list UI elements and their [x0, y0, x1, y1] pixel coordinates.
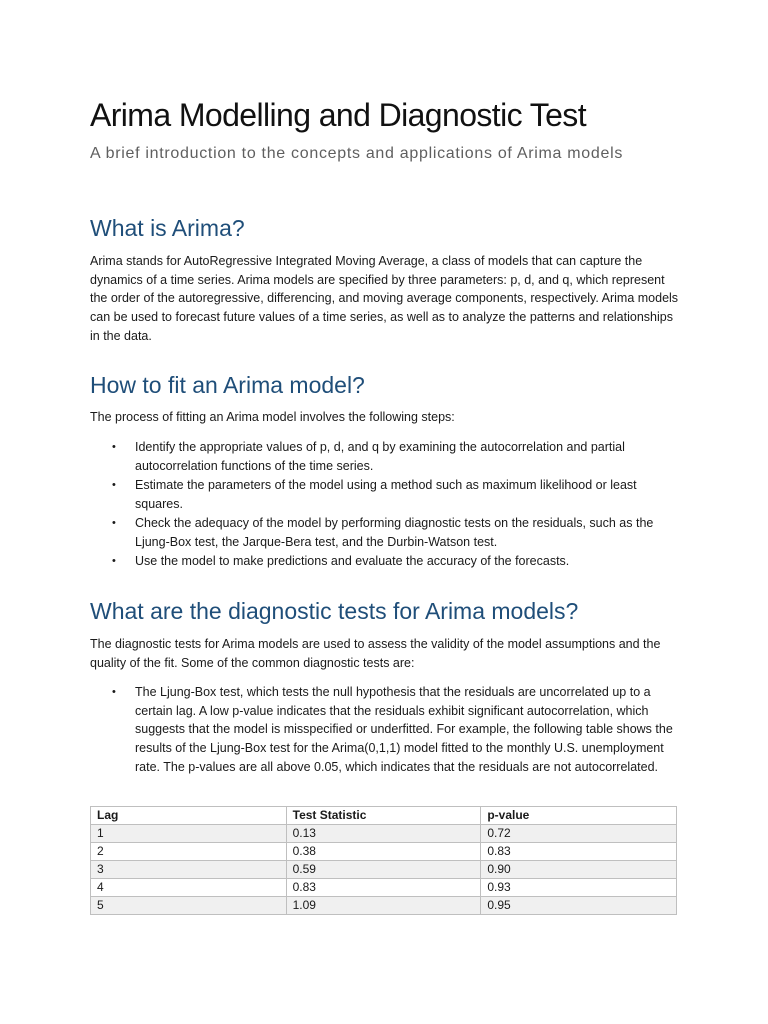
table-cell: 1 — [91, 825, 287, 843]
table-cell: 0.72 — [481, 825, 677, 843]
table-cell: 1.09 — [286, 897, 481, 915]
list-item — [90, 514, 680, 551]
table-cell: 0.38 — [286, 843, 481, 861]
table-cell: 4 — [91, 879, 287, 897]
column-header-test-statistic: Test Statistic — [286, 807, 481, 825]
list-item-text: Check the adequacy of the model by performing diagnostic tests on the residuals, such as the Ljung-Box test, the Jarque-Bera test, and the Durbin-Watson test. — [135, 516, 654, 549]
list-item — [90, 683, 680, 777]
table-row — [91, 843, 677, 861]
document-title: Arima Modelling and Diagnostic Test — [90, 97, 587, 133]
bullet-icon: • — [112, 479, 116, 492]
bullet-icon: • — [112, 686, 116, 698]
table-cell: 0.83 — [286, 879, 481, 897]
table-cell: 5 — [91, 897, 287, 915]
list-item — [90, 552, 680, 571]
ljung-box-results-table — [90, 806, 677, 915]
document-subtitle: A brief introduction to the concepts and applications of Arima models — [90, 145, 624, 162]
diagnostic-tests-list — [90, 683, 680, 777]
column-header-p-value: p-value — [481, 807, 677, 825]
table-row — [91, 897, 677, 915]
section-heading-how-to-fit: How to fit an Arima model? — [90, 372, 365, 398]
fit-steps-list — [90, 438, 680, 572]
list-item-text: Identify the appropriate values of p, d, and q by examining the autocorrelation and partial autocorrelation functions of the time series. — [135, 440, 625, 473]
list-item — [90, 438, 680, 475]
section-intro-how-to-fit: The process of fitting an Arima model involves the following steps: — [90, 410, 455, 424]
table-row — [91, 861, 677, 879]
table-cell: 0.13 — [286, 825, 481, 843]
list-item-text: Estimate the parameters of the model using a method such as maximum likelihood or least squares. — [135, 478, 637, 511]
table-row — [91, 879, 677, 897]
bullet-icon: • — [112, 517, 116, 530]
column-header-lag: Lag — [91, 807, 287, 825]
section-heading-diagnostic-tests: What are the diagnostic tests for Arima models? — [90, 598, 579, 624]
table-cell: 0.93 — [481, 879, 677, 897]
table-cell: 2 — [91, 843, 287, 861]
list-item-text: The Ljung-Box test, which tests the null hypothesis that the residuals are uncorrelated up to a certain lag. A low p-value indicates that the residuals exhibit significant autocorrelation, which suggests that the model is misspecified or underfitted. For example, the following table shows the results of the Ljung-Box test for the Arima(0,1,1) model fitted to the monthly U.S. unemployment rate. The p-values are all above 0.05, which indicates that the residuals are not autocorrelated. — [135, 685, 673, 774]
section-intro-diagnostic-tests: The diagnostic tests for Arima models are used to assess the validity of the model assumptions and the quality of the fit. Some of the common diagnostic tests are: — [90, 637, 661, 670]
table-cell: 0.83 — [481, 843, 677, 861]
table-cell: 0.59 — [286, 861, 481, 879]
table-cell: 0.90 — [481, 861, 677, 879]
table-cell: 3 — [91, 861, 287, 879]
section-body-what-is-arima: Arima stands for AutoRegressive Integrated Moving Average, a class of models that can capture the dynamics of a time series. Arima models are specified by three parameters: p, d, and q, which represent the order of the autoregressive, differencing, and moving average components, respectively. Arima models can be used to forecast future values of a time series, as well as to analyze the patterns and relationships in the data. — [90, 254, 679, 343]
table-row — [91, 825, 677, 843]
list-item-text: Use the model to make predictions and evaluate the accuracy of the forecasts. — [135, 554, 570, 569]
list-item — [90, 476, 680, 513]
section-heading-what-is-arima: What is Arima? — [90, 215, 245, 241]
table-cell: 0.95 — [481, 897, 677, 915]
table-header-row — [91, 807, 677, 825]
bullet-icon: • — [112, 555, 116, 568]
bullet-icon: • — [112, 441, 116, 453]
